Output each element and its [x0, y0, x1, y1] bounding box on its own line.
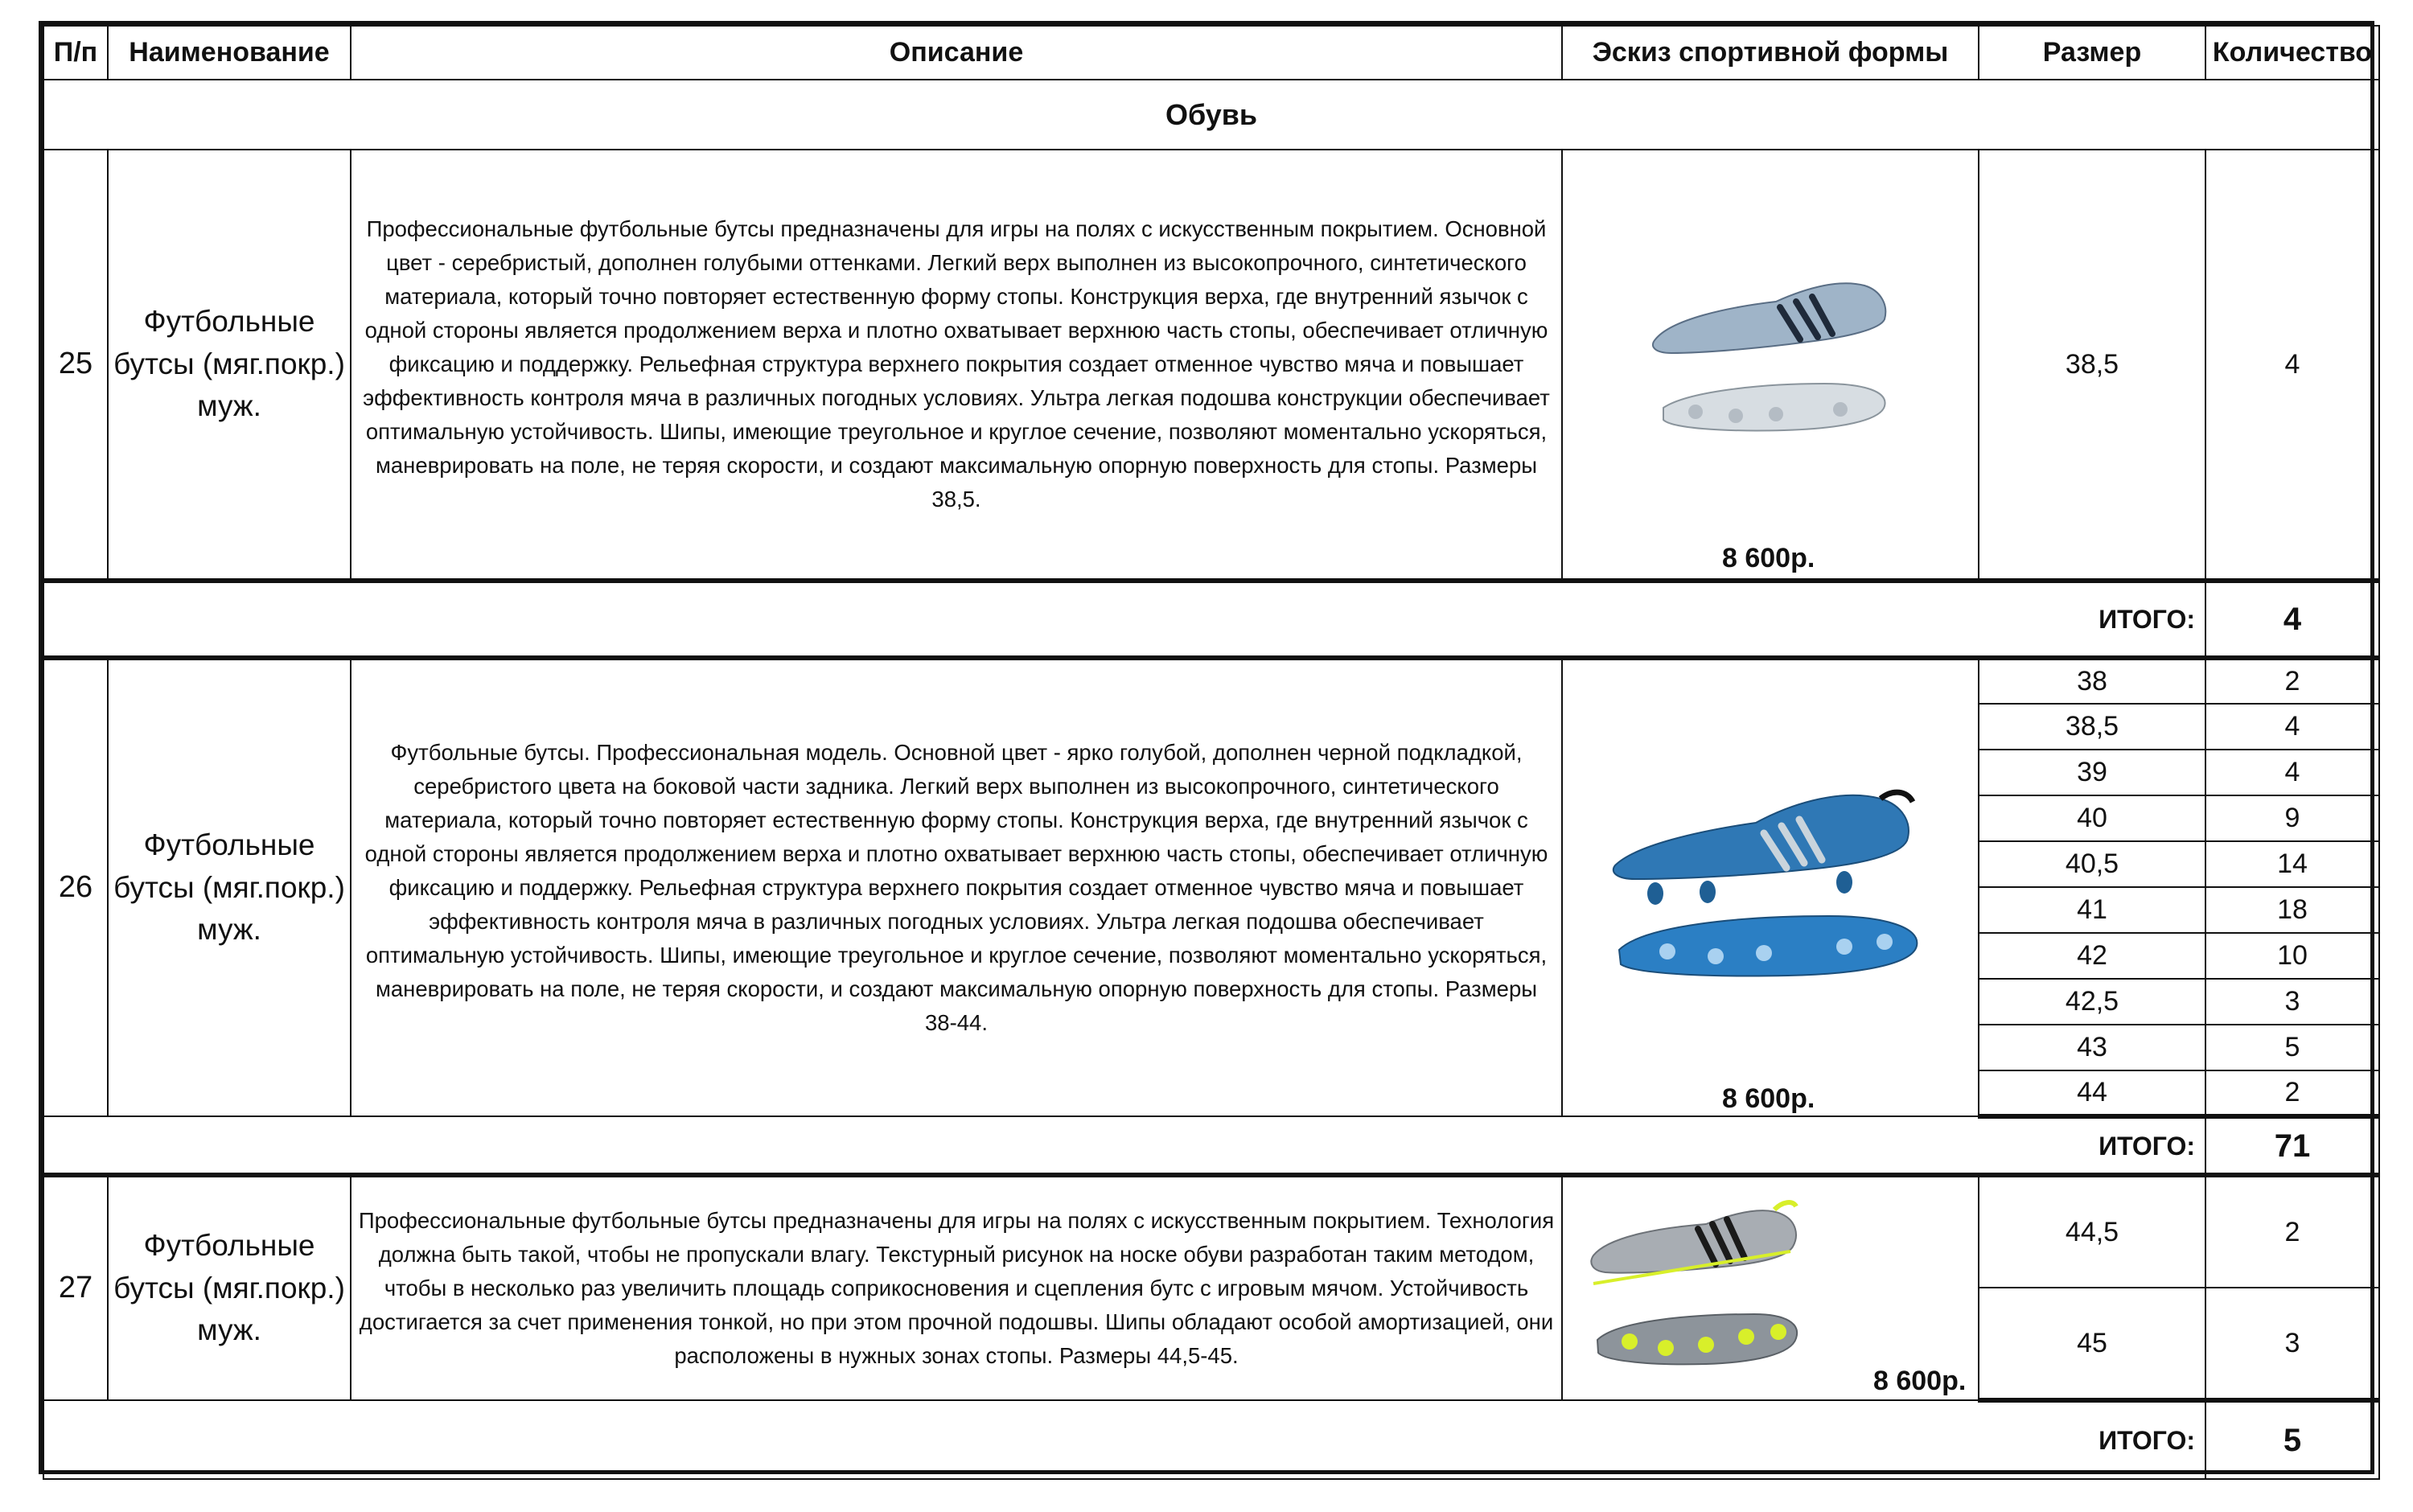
item-size: 43 [1979, 1025, 2205, 1070]
col-header-name: Наименование [108, 26, 351, 80]
total-label: ИТОГО: [43, 1400, 2205, 1479]
item-name: Футбольные бутсы (мяг.покр.) муж. [108, 1175, 351, 1400]
item-qty: 4 [2205, 150, 2379, 581]
specification-table [39, 21, 2374, 1474]
item-size: 39 [1979, 750, 2205, 795]
item-qty: 3 [2205, 1288, 2379, 1400]
col-header-size: Размер [1979, 26, 2205, 80]
col-header-sketch: Эскиз спортивной формы [1562, 26, 1979, 80]
item-row [43, 150, 2379, 581]
item-price: 8 600р. [1873, 1365, 1967, 1396]
total-value: 5 [2205, 1400, 2379, 1479]
item-qty: 2 [2205, 1175, 2379, 1288]
item-description: Футбольные бутсы. Профессиональная модель. Основной цвет - ярко голубой, дополнен черной подкладкой, серебристого цвета на боковой части задника. Легкий верх выполнен из высокопрочного, синтетического материала, который точно повторяет естественную форму стопы. Конструкция верха, где внутренний язычок с одной стороны является продолжением верха и плотно охватывает верхнюю часть стопы, обеспечивает отличную фиксацию и поддержку. Рельефная структура верхнего покрытия создает отменное чувство мяча и повышает эффективность контроля мяча в различных погодных условиях. Ультра легкая подошва обеспечивает оптимальную устойчивость. Шипы, имеющие треугольное и круглое сечение, позволяют моментально ускоряться, маневрировать на поле, не теряя скорости, и создают максимальную опорную поверхность для стопы. Размеры 38-44. [351, 658, 1562, 1116]
item-size: 40,5 [1979, 841, 2205, 887]
item-size: 44,5 [1979, 1175, 2205, 1288]
item-size: 45 [1979, 1288, 2205, 1400]
item-name: Футбольные бутсы (мяг.покр.) муж. [108, 658, 351, 1116]
total-value: 4 [2205, 581, 2379, 658]
item-number: 26 [43, 658, 108, 1116]
total-row [43, 1116, 2379, 1175]
item-sketch [1562, 658, 1979, 1116]
item-size: 42 [1979, 933, 2205, 979]
section-title: Обувь [43, 80, 2379, 150]
item-size: 38 [1979, 658, 2205, 704]
item-qty: 10 [2205, 933, 2379, 979]
total-label: ИТОГО: [43, 1116, 2205, 1175]
item-qty: 3 [2205, 979, 2379, 1025]
header-row [43, 26, 2379, 80]
item-row [43, 658, 2379, 704]
item-number: 27 [43, 1175, 108, 1400]
item-size: 38,5 [1979, 704, 2205, 750]
total-value: 71 [2205, 1116, 2379, 1175]
item-qty: 4 [2205, 750, 2379, 795]
item-qty: 5 [2205, 1025, 2379, 1070]
section-row [43, 80, 2379, 150]
blue-boot-image [1603, 781, 1933, 990]
item-sketch [1562, 150, 1979, 581]
item-sketch [1562, 1175, 1979, 1400]
item-qty: 2 [2205, 658, 2379, 704]
item-size: 44 [1979, 1070, 2205, 1116]
item-description: Профессиональные футбольные бутсы предназначены для игры на полях с искусственным покрытием. Основной цвет - серебристый, дополнен голубыми оттенками. Легкий верх выполнен из высокопрочного, синтетического материала, который точно повторяет естественную форму стопы. Конструкция верха, где внутренний язычок с одной стороны является продолжением верха и плотно охватывает верхнюю часть стопы, обеспечивает отличную фиксацию и поддержку. Рельефная структура верхнего покрытия создает отменное чувство мяча и повышает эффективность контроля мяча в различных погодных условиях. Ультра легкая подошва конструкции обеспечивает оптимальную устойчивость. Шипы, имеющие треугольное и круглое сечение, позволяют моментально ускоряться, маневрировать на поле, не теряя скорости, и создают максимальную опорную поверхность для стопы. Размеры 38,5. [351, 150, 1562, 581]
item-number: 25 [43, 150, 108, 581]
item-size: 42,5 [1979, 979, 2205, 1025]
item-qty: 2 [2205, 1070, 2379, 1116]
silver-blue-boot-image [1639, 263, 1913, 448]
item-name: Футбольные бутсы (мяг.покр.) муж. [108, 150, 351, 581]
col-header-num: П/п [43, 26, 108, 80]
item-size: 40 [1979, 795, 2205, 841]
total-label: ИТОГО: [43, 581, 2205, 658]
total-row [43, 1400, 2379, 1479]
item-qty: 18 [2205, 887, 2379, 933]
item-size: 38,5 [1979, 150, 2205, 581]
col-header-qty: Количество [2205, 26, 2379, 80]
item-row [43, 1175, 2379, 1288]
item-price: 8 600р. [1722, 1083, 1815, 1114]
item-qty: 4 [2205, 704, 2379, 750]
item-price: 8 600р. [1722, 542, 1815, 573]
item-qty: 14 [2205, 841, 2379, 887]
item-qty: 9 [2205, 795, 2379, 841]
total-row [43, 581, 2379, 658]
item-description: Профессиональные футбольные бутсы предназначены для игры на полях с искусственным покрытием. Технология должна быть такой, чтобы не пропускали влагу. Текстурный рисунок на носке обуви разработан таким методом, чтобы в несколько раз увеличить площадь соприкосновения и сцепления бутс с игровым мячом. Устойчивость достигается за счет применения тонкой, но при этом прочной подошвы. Шипы обладают особой амортизацией, они расположены в нужных зонах стопы. Размеры 44,5-45. [351, 1175, 1562, 1400]
col-header-description: Описание [351, 26, 1562, 80]
item-size: 41 [1979, 887, 2205, 933]
silver-yellow-boot-image [1585, 1195, 1803, 1388]
